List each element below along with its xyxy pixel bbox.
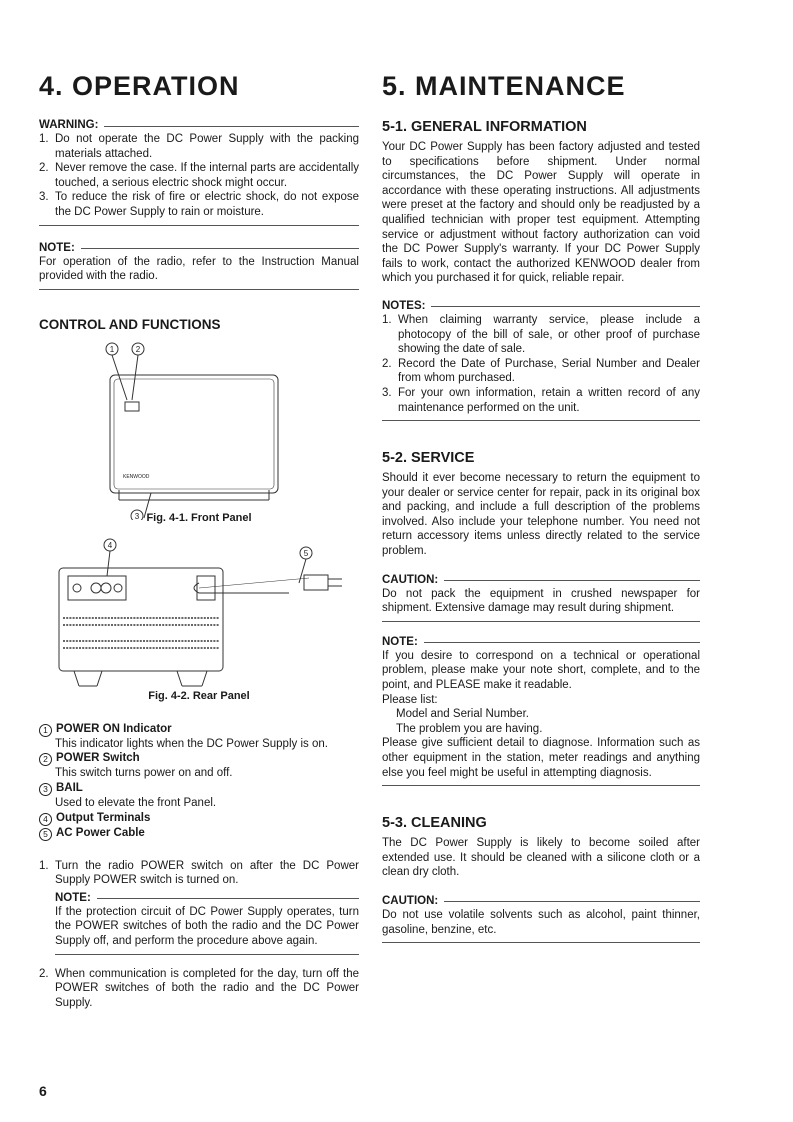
warning-label: WARNING:	[39, 119, 99, 131]
caution-box	[382, 894, 700, 943]
step-note-box	[55, 891, 359, 955]
list-item: 1. Do not operate the DC Power Supply with the packing materials attached.	[39, 133, 359, 160]
please-list: Please list:	[382, 693, 438, 706]
operation-column	[39, 70, 359, 1010]
note-text: If you desire to correspond on a technical or operational problem, please make your note short, complete, and to the point, and PLEASE make it readable.	[382, 649, 700, 692]
general-heading: 5-1. GENERAL INFORMATION	[382, 119, 587, 135]
caution-text: Do not pack the equipment in crushed newspaper for shipment. Extensive damage may result during shipment.	[382, 587, 700, 615]
cleaning-heading: 5-3. CLEANING	[382, 815, 487, 832]
legend-item: 5 AC Power Cable	[39, 826, 359, 841]
cleaning-text: The DC Power Supply is likely to become soiled after extended use. It should be cleaned with a silicone cloth or a clean dry cloth.	[382, 837, 700, 879]
warning-list	[39, 132, 359, 220]
legend-item: 3 BAIL Used to elevate the front Panel.	[39, 781, 359, 811]
rear-panel-illustration	[39, 538, 359, 688]
note-text-2: Please give sufficient detail to diagnose. Information such as other equipment in the station, meter readings and anything else you feel might be useful in attempting diagnosis.	[382, 737, 700, 779]
list-item: 2. Never remove the case. If the internal parts are accidentally touched, a serious electric shock might occur.	[39, 162, 359, 189]
list-item: Model and Serial Number.	[396, 708, 529, 721]
notes-label: NOTES:	[382, 299, 426, 312]
front-panel-figure	[39, 340, 359, 520]
page-number: 6	[39, 1083, 47, 1099]
step-note-label: NOTE:	[55, 891, 91, 904]
maintenance-title: 5. MAINTENANCE	[382, 71, 626, 101]
svg-text:4: 4	[107, 540, 113, 550]
general-text: Your DC Power Supply has been factory adjusted and tested to specifications before shipment. Under normal circumstances, the DC Power Supply will operate in accordance with these operating instructions. All adjustments were preset at the factory and should only be readjusted by a qualified technician with proper test equipment. Attempting service or adjustment without factory authorization can void the DC Power Supply's warranty. If your DC Power Supply fails to work, contact the authorized KENWOOD dealer from which you purchased it for quick, reliable repair.	[382, 141, 700, 285]
warning-box	[39, 118, 359, 226]
legend-item: 1 POWER ON Indicator This indicator lights when the DC Power Supply is on.	[39, 722, 359, 752]
legend	[39, 722, 359, 841]
note-label: NOTE:	[39, 241, 75, 254]
caution-text: Do not use volatile solvents such as alcohol, paint thinner, gasoline, benzine, etc.	[382, 908, 700, 936]
list-item: 1. Turn the radio POWER switch on after the DC Power Supply POWER switch is turned on. NOTE: If the protection circuit of DC Power Supply operates, turn the POWER switches of both the radio and the DC Power Supply off, and perform the procedure above again.	[39, 859, 359, 955]
step-note-text: If the protection circuit of DC Power Supply operates, turn the POWER switches of both the radio and the DC Power Supply off, and perform the procedure above again.	[55, 905, 359, 947]
operation-steps	[39, 859, 359, 1011]
note-label: NOTE:	[382, 635, 418, 648]
caution-label: CAUTION:	[382, 573, 439, 586]
legend-item: 2 POWER Switch This switch turns power on and off.	[39, 751, 359, 781]
operation-note-box	[39, 241, 359, 290]
service-text: Should it ever become necessary to return the equipment to your dealer or service center for repair, pack in its original box and packing, and include a full description of the problems involved. Also include your telephone number. You need not return accessory items unless directly related to the service problem.	[382, 472, 700, 558]
notes-list	[382, 313, 700, 415]
fig2-caption: Fig. 4-2. Rear Panel	[148, 689, 250, 702]
list-item: 1. When claiming warranty service, please include a photocopy of the bill of sale, or other proof of purchase showing the date of sale.	[382, 313, 700, 356]
rear-panel-figure	[39, 538, 359, 688]
maintenance-column	[382, 70, 700, 943]
svg-text:3: 3	[134, 511, 140, 520]
svg-text:5: 5	[303, 548, 309, 558]
svg-text:2: 2	[135, 344, 141, 354]
note-text: For operation of the radio, refer to the Instruction Manual provided with the radio.	[39, 255, 359, 283]
list-item: 3. For your own information, retain a written record of any maintenance performed on the unit.	[382, 386, 700, 414]
legend-item: 4 Output Terminals	[39, 811, 359, 826]
caution-box	[382, 573, 700, 622]
fig1-caption: Fig. 4-1. Front Panel	[146, 511, 252, 524]
service-heading: 5-2. SERVICE	[382, 450, 475, 467]
list-item: 2. When communication is completed for the day, turn off the POWER switches of both the radio and the DC Power Supply.	[39, 967, 359, 1009]
controls-heading: CONTROL AND FUNCTIONS	[39, 316, 221, 332]
front-panel-illustration	[39, 340, 359, 520]
list-item: The problem you are having.	[396, 722, 543, 735]
brand-logo: KENWOOD	[123, 473, 150, 480]
operation-title: 4. OPERATION	[39, 71, 240, 101]
svg-text:1: 1	[109, 344, 115, 354]
caution-label: CAUTION:	[382, 894, 439, 907]
list-item: 2. Record the Date of Purchase, Serial Number and Dealer from whom purchased.	[382, 357, 700, 385]
notes-box	[382, 299, 700, 421]
list-item: 3. To reduce the risk of fire or electric shock, do not expose the DC Power Supply to rain or moisture.	[39, 191, 359, 218]
maintenance-note-box	[382, 635, 700, 786]
